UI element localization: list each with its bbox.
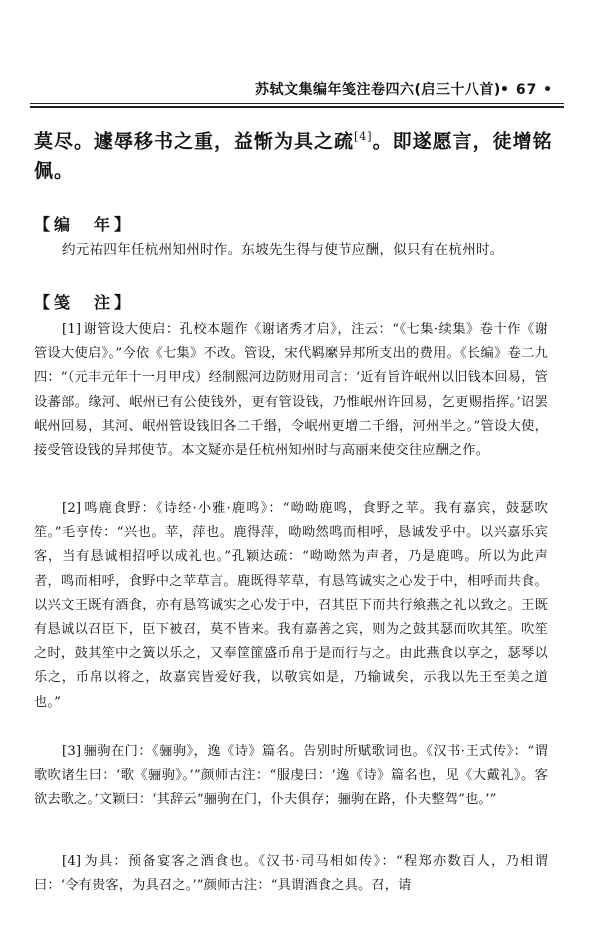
note-number-1: [1]: [62, 322, 82, 337]
note-2: [34, 497, 548, 715]
note-text-1: 谢管设大使启：孔校本题作《谢诸秀才启》，注云：“《七集·续集》卷十作《谢管设大使启》。”今依《七集》不改。管设，宋代羁縻异邦所支出的费用。《长编》卷二九四：“（元丰元年十一月甲戌）经制熙河边防财用司言：‘近有旨许岷州以旧钱本回易，管设蕃部。缘河、岷州已有公使钱外，更有管设钱，乃惟岷州许回易，乞更赐指挥。’诏罢岷州回易，其河、岷州管设钱旧各二千缗，令岷州更增二千缗，河州半之。”管设大使，接受管设钱的异邦使节。本文疑亦是任杭州知州时与高丽来使交往应酬之作。: [34, 322, 548, 459]
note-1: [34, 318, 548, 463]
poem-text-part1: 莫尽。遽辱移书之重，益惭为具之疏: [34, 130, 355, 153]
page-number: • 67 •: [500, 82, 554, 98]
note-3: [34, 740, 548, 813]
note-number-2: [2]: [62, 501, 82, 516]
note-marker-4: [4]: [354, 130, 373, 143]
section-heading-biannian: 【编 年】: [34, 215, 135, 234]
section-heading-jianzhu: 【笺 注】: [34, 293, 135, 312]
running-head-title: 苏轼文集编年笺注卷四六(启三十八首): [255, 82, 501, 98]
header-rule-thick: [30, 106, 564, 108]
running-head: [30, 78, 564, 104]
note-text-2: 鸣鹿食野：《诗经·小雅·鹿鸣》：“呦呦鹿鸣，食野之苹。我有嘉宾，鼓瑟吹笙。”毛亨传：“兴也。苹，萍也。鹿得萍，呦呦然鸣而相呼，恳诚发乎中。以兴嘉乐宾客，当有恳诚相招呼以成礼也。”孔颖达疏：“呦呦然为声者，乃是鹿鸣。所以为此声者，鸣而相呼，食野中之苹草言。鹿既得苹草，有恳笃诚实之心发于中，相呼而共食。以兴文王既有酒食，亦有恳笃诚实之心发于中，召其臣下而共行飨燕之礼以致之。王既有恳诚以召臣下，臣下被召，莫不皆来。我有嘉善之宾，则为之鼓其瑟而吹其笙。吹笙之时，鼓其笙中之簧以乐之，又奉筐篚盛币帛于是而行与之。由此燕食以享之，瑟琴以乐之，币帛以将之，故嘉宾皆爱好我，以敬宾如是，乃输诚矣，示我以先王至美之道也。”: [34, 501, 548, 710]
note-text-3: 骊驹在门：《骊驹》，逸《诗》篇名。告别时所赋歌词也。《汉书·王式传》：“谓歌吹诸生曰：‘歌《骊驹》。’”颜师古注：“服虔曰：‘逸《诗》篇名也，见《大戴礼》。客欲去歌之。’文颖曰：‘其辞云“骊驹在门，仆夫俱存；骊驹在路，仆夫整驾”也。’”: [34, 744, 548, 808]
note-number-3: [3]: [62, 744, 82, 759]
biannian-text: 约元祐四年任杭州知州时作。东坡先生得与使节应酬，似只有在杭州时。: [62, 242, 504, 258]
poem-text: [34, 122, 554, 186]
header-rule-thin: [30, 103, 564, 104]
note-4: [34, 850, 548, 898]
note-number-4: [4]: [62, 854, 82, 869]
poem-text-part2: 。即遂愿言，徒增铭佩。: [34, 130, 553, 183]
note-text-4: 为具：预备宴客之酒食也。《汉书·司马相如传》：“程郑亦数百人，乃相谓曰：‘令有贵客，为具召之。’”颜师古注：“具谓酒食之具。召，请: [34, 854, 548, 894]
biannian-paragraph: [34, 238, 548, 262]
